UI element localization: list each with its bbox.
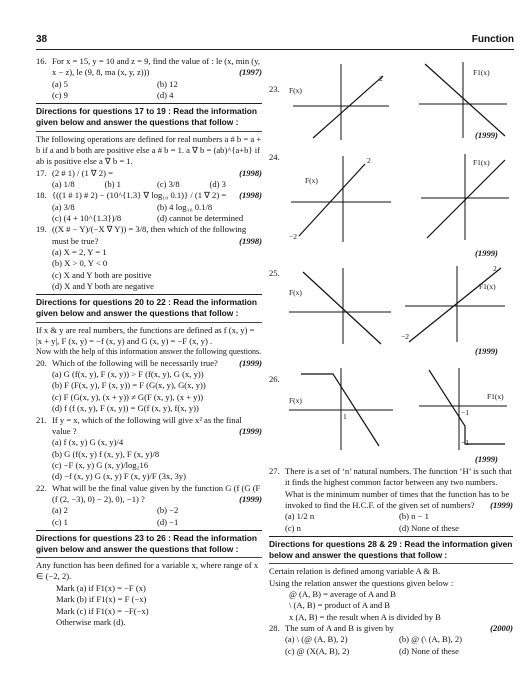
option: (c) 9	[52, 90, 68, 101]
info-text: Now with the help of this information answer the following questions.	[36, 347, 262, 357]
options-28: (a) \ (@ (A, B), 2) (b) @ (\ (A, B), 2) (c) @ (X(A, B), 2) (d) None of these	[285, 634, 463, 656]
question-27: 27. There is a set of ‘n’ natural numbers. The function ‘H’ is such that it finds the highest common factor between any two numbers. What is the minimum number of times that the function has to be invoked to find the H.C.F. of the given set of numbers? (1999)	[269, 466, 513, 511]
graph-label: F(x)	[289, 396, 302, 405]
page-header	[36, 33, 514, 47]
graph-24-right	[417, 152, 513, 242]
directions-17-19: Directions for questions 17 to 19 : Read the information given below and answer the questions that follow :	[36, 106, 258, 128]
question-number: 26.	[269, 374, 280, 384]
year-tag: (1999)	[475, 248, 498, 258]
mark-rules: Mark (a) if F1(x) = −F (x) Mark (b) if F1(x) = F (−x) Mark (c) if F1(x) = −F(−x) Otherwise mark (d).	[56, 582, 149, 627]
directions-23-26: Directions for questions 23 to 26 : Read the information given below and answer the questions that follow :	[36, 532, 258, 555]
graph-label: F1(x)	[479, 282, 496, 291]
directions-28-29: Directions for questions 28 & 29 : Read the information given below and answer the questions that follow :	[269, 539, 513, 561]
divider	[36, 322, 262, 323]
info-text: Any function has been defined for a variable x, where range of x ∈ (−2, 2).	[36, 560, 259, 582]
axis-tick: −1	[461, 408, 469, 417]
left-column	[36, 56, 262, 628]
question-number: 24.	[269, 152, 280, 162]
info-text: The following operations are defined for real numbers a # b = a + b if a and b both are positive else a # b = 1. a ∇ b = (ab)^{a+b} if ab is positive else a ∇ b = 1.	[36, 133, 262, 167]
info-text: Using the relation answer the questions given below :	[269, 577, 454, 588]
options-21: (a) f (x, y) G (x, y)/4 (b) G (f(x, y) f (x, y), F (x, y)/8 (c) −F (x, y) G (x, y)/log₂16 (d) −f (x, y) G (x, y) F (x, y)/F (3x, 3y)	[52, 437, 186, 482]
year-tag: (1999)	[475, 130, 498, 140]
right-column-text	[269, 466, 513, 657]
graph-label: F1(x)	[473, 68, 490, 77]
axis-tick: −2	[289, 232, 297, 241]
options-16	[36, 79, 262, 102]
year-tag: (1997)	[239, 67, 262, 78]
divider	[36, 294, 262, 295]
page-number: 38	[36, 34, 48, 45]
question-20: 20. Which of the following will be necessarily true? (1999)	[36, 357, 262, 368]
graph-label: F(x)	[289, 288, 302, 297]
options-18: (a) 3/8 (b) 4 log₁₀ 0.1/8 (c) (4 + 10^{1.3})/8 (d) cannot be determined	[52, 201, 244, 223]
axis-tick: 1	[343, 412, 347, 421]
relation-list: @ (A, B) = average of A and B \ (A, B) = product of A and B x (A, B) = the result when A is divided by B	[289, 588, 441, 622]
graph-24-left	[285, 154, 395, 244]
graph-section	[269, 56, 513, 466]
question-text: For x = 15, y = 10 and z = 9, find the value of : le (x, min (y, x − z), le (9, 8, ma (x, y, z)))	[52, 56, 261, 78]
graph-26-left	[283, 366, 397, 452]
axis-tick: 2	[379, 74, 383, 83]
axis-tick: 2	[493, 264, 497, 273]
year-tag: (1999)	[475, 346, 498, 356]
options-19: (a) X = 2, Y = 1 (b) X > 0, Y < 0 (c) X and Y both are positive (d) X and Y both are negative	[52, 247, 154, 292]
graph-label: F(x)	[305, 176, 318, 185]
directions-20-22: Directions for questions 20 to 22 : Read the information given below and answer the questions that follow :	[36, 297, 258, 319]
header-rule	[36, 49, 514, 50]
graph-label: F1(x)	[487, 392, 504, 401]
graph-25-right	[401, 264, 509, 344]
graph-23-right	[415, 60, 511, 140]
options-17: (a) 1/8 (b) 1 (c) 3/8 (d) 3	[52, 178, 226, 189]
question-21: 21. If y = x, which of the following will give x² as the final value ? (1999)	[36, 414, 262, 436]
axis-tick: −1	[461, 438, 469, 447]
graph-label: F1(x)	[473, 158, 490, 167]
options-20: (a) G (f(x, y), F (x, y)) > F (f(x, y), G (x, y)) (b) F (F(x, y), F (x, y)) = F (G(x, y), G(x, y)) (c) F (G(x, y), (x + y)) ≠ G(F (x, y), (x + y)) (d) f (f (x, y), F (x, y)) = G(f (x, y), f(x, y))	[52, 369, 206, 414]
axis-tick: 2	[367, 156, 371, 165]
axis-tick: −2	[401, 332, 409, 341]
divider	[269, 536, 513, 537]
info-text: If x & y are real numbers, the functions are defined as f (x, y) = |x + y|, F (x, y) = −f (x, y) and G (x, y) = −F (x, y) .	[36, 324, 255, 346]
options-27: (a) 1/2 n (b) n − 1 (c) n (d) None of these	[285, 511, 459, 533]
options-22: (a) 2 (b) −2 (c) 1 (d) −1	[52, 505, 179, 527]
divider	[36, 530, 262, 531]
divider	[269, 563, 513, 564]
info-text: Certain relation is defined among variable A & B.	[269, 566, 441, 577]
graph-25-left	[283, 266, 395, 346]
question-16: 16. For x = 15, y = 10 and z = 9, find the value of : le (x, min (y, x − z), le (9, 8, ma (x, y, z))) (1997)	[36, 56, 262, 78]
option: (a) 5	[52, 78, 68, 89]
divider	[36, 131, 262, 132]
graph-label: F(x)	[289, 86, 302, 95]
option: (b) 12	[157, 78, 178, 89]
divider	[36, 557, 262, 558]
question-number: 23.	[269, 84, 280, 94]
divider	[36, 103, 262, 104]
question-19: 19. ((X # − Y)/(−X ∇ Y)) = 3/8, then which of the following must be true? (1998)	[36, 224, 262, 246]
question-number: 25.	[269, 268, 280, 278]
chapter-title: Function	[471, 34, 514, 45]
question-22: 22. What will be the final value given by the function G (f (G (F (f (2, −3), 0) − 2), 0), −1) ? (1999)	[36, 482, 262, 504]
question-28: 28. The sum of A and B is given by (2000)	[269, 622, 513, 633]
question-18: 18. {((1 # 1) # 2) − (10^{1.3} ∇ log₁₀ 0.1)} / (1 ∇ 2) = (1998)	[36, 190, 262, 201]
question-17: 17. (2 # 1) / (1 ∇ 2) = (1998)	[36, 167, 262, 178]
year-tag: (1999)	[475, 454, 498, 464]
graph-23-left	[283, 62, 393, 142]
option: (d) 4	[157, 90, 174, 101]
